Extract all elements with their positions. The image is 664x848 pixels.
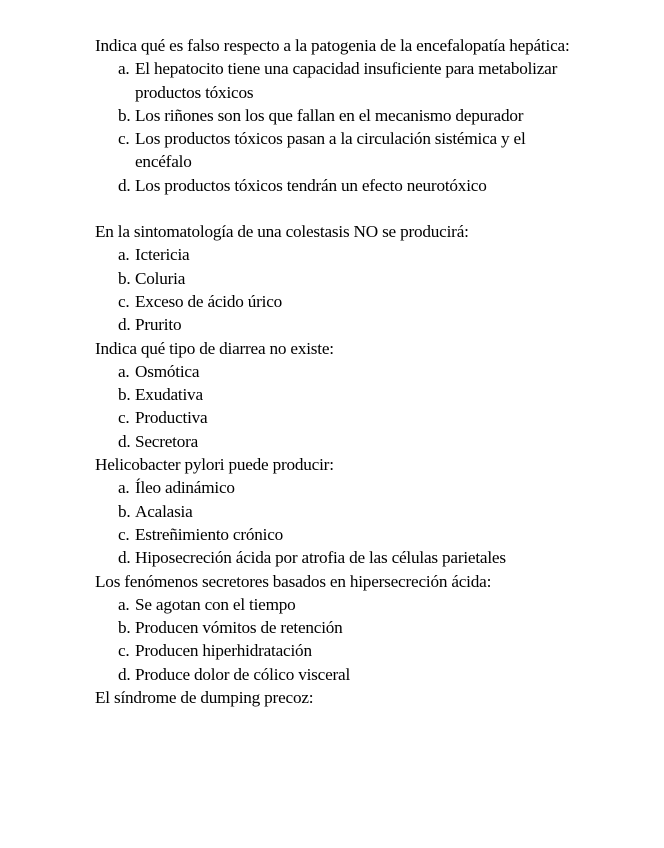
option-text: Coluria xyxy=(135,268,186,288)
options-list xyxy=(95,57,570,197)
option-marker: c. xyxy=(118,129,130,149)
option-item xyxy=(118,616,570,639)
question-stem: Los fenómenos secretores basados en hipersecreción ácida: xyxy=(95,571,492,591)
option-item xyxy=(118,243,570,266)
option-item xyxy=(118,663,570,686)
option-marker: b. xyxy=(118,501,131,521)
option-text: Producen vómitos de retención xyxy=(135,618,343,638)
question-stem: Indica qué es falso respecto a la patogenia de la encefalopatía hepática: xyxy=(95,36,570,55)
option-text: Hiposecreción ácida por atrofia de las células parietales xyxy=(135,548,506,568)
option-text: Íleo adinámico xyxy=(135,478,235,498)
option-text: El hepatocito tiene una capacidad insuficiente para metabolizar productos tóxicos xyxy=(135,59,558,102)
options-list xyxy=(95,243,570,336)
option-item xyxy=(118,174,570,197)
option-marker: d. xyxy=(118,315,131,335)
question-stem: Helicobacter pylori puede producir: xyxy=(95,455,334,475)
question-4 xyxy=(95,453,570,569)
option-item xyxy=(118,127,570,174)
option-marker: c. xyxy=(118,291,130,311)
options-list xyxy=(95,476,570,569)
option-text: Estreñimiento crónico xyxy=(135,524,284,544)
option-text: Los productos tóxicos tendrán un efecto neurotóxico xyxy=(135,175,487,195)
option-marker: c. xyxy=(118,408,130,428)
option-marker: a. xyxy=(118,361,130,381)
option-marker: a. xyxy=(118,594,130,614)
option-text: Prurito xyxy=(135,315,182,335)
option-item xyxy=(118,104,570,127)
option-text: Acalasia xyxy=(135,501,193,521)
option-marker: b. xyxy=(118,268,131,288)
option-text: Se agotan con el tiempo xyxy=(135,594,296,614)
option-marker: d. xyxy=(118,431,131,451)
option-item xyxy=(118,476,570,499)
option-item xyxy=(118,290,570,313)
option-marker: b. xyxy=(118,618,131,638)
question-3 xyxy=(95,337,570,453)
option-text: Exceso de ácido úrico xyxy=(135,291,283,311)
option-item xyxy=(118,523,570,546)
option-text: Ictericia xyxy=(135,245,190,265)
spacer xyxy=(95,197,570,220)
option-marker: b. xyxy=(118,105,131,125)
question-1 xyxy=(95,34,570,197)
option-item xyxy=(118,639,570,662)
options-list xyxy=(95,593,570,686)
option-item xyxy=(118,313,570,336)
option-marker: a. xyxy=(118,245,130,265)
option-item xyxy=(118,383,570,406)
option-text: Secretora xyxy=(135,431,199,451)
option-marker: c. xyxy=(118,641,130,661)
option-text: Los productos tóxicos pasan a la circulación sistémica y el encéfalo xyxy=(135,129,526,172)
option-marker: a. xyxy=(118,478,130,498)
options-list xyxy=(95,360,570,453)
option-marker: d. xyxy=(118,548,131,568)
option-item xyxy=(118,360,570,383)
question-stem: Indica qué tipo de diarrea no existe: xyxy=(95,338,334,358)
option-text: Osmótica xyxy=(135,361,200,381)
quiz-document xyxy=(95,34,570,709)
option-item xyxy=(118,593,570,616)
option-item xyxy=(118,406,570,429)
option-marker: b. xyxy=(118,385,131,405)
question-stem: El síndrome de dumping precoz: xyxy=(95,688,314,708)
question-stem: En la sintomatología de una colestasis NO se producirá: xyxy=(95,222,469,242)
option-text: Exudativa xyxy=(135,385,203,405)
question-5 xyxy=(95,570,570,686)
option-text: Produce dolor de cólico visceral xyxy=(135,664,351,684)
option-item xyxy=(118,500,570,523)
option-item xyxy=(118,57,570,104)
question-2 xyxy=(95,220,570,336)
option-item xyxy=(118,546,570,569)
question-6 xyxy=(95,686,570,709)
option-marker: d. xyxy=(118,175,131,195)
option-item xyxy=(118,430,570,453)
option-marker: a. xyxy=(118,59,130,79)
option-marker: c. xyxy=(118,524,130,544)
option-marker: d. xyxy=(118,664,131,684)
option-item xyxy=(118,267,570,290)
option-text: Producen hiperhidratación xyxy=(135,641,312,661)
option-text: Productiva xyxy=(135,408,208,428)
option-text: Los riñones son los que fallan en el mecanismo depurador xyxy=(135,105,524,125)
